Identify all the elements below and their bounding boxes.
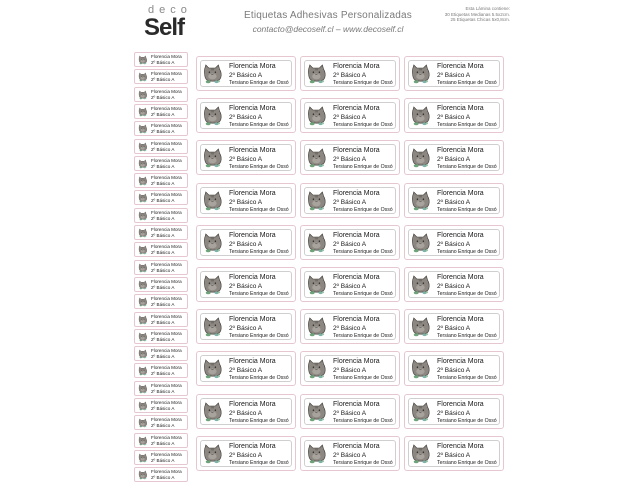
large-label: [196, 394, 296, 429]
cat-icon: [137, 453, 149, 463]
cat-icon: [409, 400, 433, 424]
label-school: Tersiano Enrique de Ossó: [437, 248, 497, 255]
large-label: [300, 436, 400, 471]
small-label: [134, 190, 188, 205]
label-grade: 2º Básico A: [229, 240, 263, 248]
large-label: [196, 309, 296, 344]
label-school: Tersiano Enrique de Ossó: [437, 122, 497, 129]
label-grade: 2º Básico A: [437, 72, 471, 79]
label-name: Florencia Mora: [151, 434, 182, 440]
sheet-contents-note: [432, 6, 510, 23]
small-label: [134, 87, 188, 102]
label-grade: 2º Básico A: [229, 72, 263, 79]
label-school: Tersiano Enrique de Ossó: [437, 206, 497, 213]
label-grade: 2º Básico A: [437, 114, 471, 122]
small-label: [134, 467, 188, 482]
label-grade: 2º Básico A: [151, 146, 175, 152]
label-grade: 2º Básico A: [151, 475, 175, 481]
cat-icon: [137, 142, 149, 152]
cat-icon: [201, 146, 225, 170]
large-label: [300, 140, 400, 175]
label-name: Florencia Mora: [229, 358, 276, 366]
label-name: Florencia Mora: [151, 348, 182, 354]
label-name: Florencia Mora: [151, 400, 182, 405]
label-school: Tersiano Enrique de Ossó: [229, 417, 289, 424]
logo-self-text: Self: [144, 14, 185, 41]
label-grade: 2º Básico A: [229, 451, 263, 459]
label-name: Florencia Mora: [151, 88, 182, 94]
label-name: Florencia Mora: [437, 63, 484, 70]
contact-line: contacto@decoself.cl – www.decoself.cl: [252, 24, 404, 34]
cat-icon: [201, 442, 225, 466]
label-grade: 2º Básico A: [151, 60, 175, 65]
label-school: Tersiano Enrique de Ossó: [333, 333, 393, 340]
small-label: [134, 139, 188, 154]
large-label: [404, 309, 504, 344]
label-name: Florencia Mora: [229, 189, 276, 197]
label-school: Tersiano Enrique de Ossó: [333, 375, 393, 382]
label-grade: 2º Básico A: [437, 156, 471, 164]
cat-icon: [137, 332, 149, 342]
label-grade: 2º Básico A: [151, 181, 175, 187]
label-school: Tersiano Enrique de Ossó: [229, 248, 289, 255]
label-school: Tersiano Enrique de Ossó: [229, 122, 289, 129]
label-name: Florencia Mora: [151, 157, 182, 163]
label-school: Tersiano Enrique de Ossó: [229, 206, 289, 213]
small-label: [134, 363, 188, 378]
label-name: Florencia Mora: [151, 209, 182, 215]
label-name: Florencia Mora: [333, 231, 380, 239]
cat-icon: [305, 273, 329, 297]
label-name: Florencia Mora: [333, 105, 380, 113]
cat-icon: [137, 211, 149, 221]
page-title: Etiquetas Adhesivas Personalizadas: [243, 10, 412, 21]
label-school: Tersiano Enrique de Ossó: [437, 291, 497, 297]
label-grade: 2º Básico A: [151, 406, 175, 411]
label-name: Florencia Mora: [151, 54, 182, 59]
label-school: Tersiano Enrique de Ossó: [229, 291, 289, 297]
label-grade: 2º Básico A: [437, 240, 471, 248]
large-label: [404, 436, 504, 471]
label-name: Florencia Mora: [437, 189, 484, 197]
large-label: [300, 267, 400, 302]
label-school: Tersiano Enrique de Ossó: [229, 80, 289, 86]
label-school: Tersiano Enrique de Ossó: [229, 333, 289, 340]
label-school: Tersiano Enrique de Ossó: [437, 333, 497, 340]
cat-icon: [409, 189, 433, 213]
label-grade: 2º Básico A: [333, 409, 367, 417]
note-line-3: 25 Etiquetas Chicas 5x0,8cm.: [450, 17, 510, 22]
label-grade: 2º Básico A: [437, 367, 471, 375]
label-grade: 2º Básico A: [151, 163, 175, 169]
label-grade: 2º Básico A: [151, 250, 175, 256]
large-label: [404, 183, 504, 218]
label-school: Tersiano Enrique de Ossó: [437, 164, 497, 171]
large-label: [404, 98, 504, 133]
cat-icon: [201, 231, 225, 255]
label-name: Florencia Mora: [151, 451, 182, 457]
label-grade: 2º Básico A: [437, 325, 471, 333]
label-grade: 2º Básico A: [151, 284, 175, 290]
label-name: Florencia Mora: [151, 244, 182, 250]
cat-icon: [137, 124, 149, 134]
label-name: Florencia Mora: [437, 147, 484, 155]
cat-icon: [137, 193, 149, 203]
cat-icon: [201, 357, 225, 381]
label-grade: 2º Básico A: [333, 451, 367, 459]
large-label: [300, 309, 400, 344]
cat-icon: [137, 72, 149, 82]
label-grade: 2º Básico A: [437, 451, 471, 459]
cat-icon: [305, 231, 329, 255]
label-grade: 2º Básico A: [229, 325, 263, 333]
label-name: Florencia Mora: [437, 442, 484, 450]
label-grade: 2º Básico A: [151, 94, 175, 100]
cat-icon: [305, 442, 329, 466]
label-grade: 2º Básico A: [437, 283, 471, 290]
label-name: Florencia Mora: [437, 231, 484, 239]
label-grade: 2º Básico A: [229, 156, 263, 164]
label-grade: 2º Básico A: [151, 457, 175, 463]
logo-deco-text: deco: [148, 4, 192, 16]
label-grade: 2º Básico A: [151, 215, 175, 221]
label-name: Florencia Mora: [437, 316, 484, 324]
label-grade: 2º Básico A: [333, 72, 367, 79]
cat-icon: [137, 228, 149, 238]
label-name: Florencia Mora: [151, 261, 182, 267]
label-name: Florencia Mora: [229, 442, 276, 450]
label-grade: 2º Básico A: [151, 129, 175, 135]
label-grade: 2º Básico A: [151, 354, 175, 360]
small-label: [134, 381, 188, 396]
large-label: [196, 225, 296, 260]
label-name: Florencia Mora: [437, 105, 484, 113]
large-label: [300, 351, 400, 386]
cat-icon: [305, 315, 329, 339]
label-name: Florencia Mora: [333, 63, 380, 70]
label-grade: 2º Básico A: [333, 283, 367, 290]
cat-icon: [137, 263, 149, 273]
small-label: [134, 52, 188, 67]
label-name: Florencia Mora: [151, 313, 182, 319]
label-grade: 2º Básico A: [229, 367, 263, 375]
label-name: Florencia Mora: [151, 123, 182, 129]
cat-icon: [305, 62, 329, 86]
large-label: [196, 183, 296, 218]
label-grade: 2º Básico A: [229, 198, 263, 206]
label-name: Florencia Mora: [151, 365, 182, 371]
cat-icon: [409, 442, 433, 466]
label-school: Tersiano Enrique de Ossó: [229, 459, 289, 466]
cat-icon: [201, 62, 225, 86]
cat-icon: [305, 146, 329, 170]
cat-icon: [201, 273, 225, 297]
small-label: [134, 277, 188, 292]
label-grade: 2º Básico A: [229, 409, 263, 417]
cat-icon: [137, 245, 149, 255]
large-label: [196, 436, 296, 471]
large-label: [196, 140, 296, 175]
label-name: Florencia Mora: [229, 147, 276, 155]
small-label: [134, 415, 188, 430]
label-grade: 2º Básico A: [333, 198, 367, 206]
small-label: [134, 312, 188, 327]
label-name: Florencia Mora: [333, 189, 380, 197]
small-label: [134, 225, 188, 240]
large-label: [404, 267, 504, 302]
label-name: Florencia Mora: [151, 296, 182, 302]
label-name: Florencia Mora: [151, 175, 182, 181]
label-name: Florencia Mora: [151, 382, 182, 388]
cat-icon: [137, 176, 149, 186]
label-name: Florencia Mora: [229, 63, 276, 70]
label-name: Florencia Mora: [333, 147, 380, 155]
label-name: Florencia Mora: [229, 105, 276, 113]
cat-icon: [137, 436, 149, 446]
cat-icon: [305, 104, 329, 128]
label-school: Tersiano Enrique de Ossó: [333, 206, 393, 213]
cat-icon: [201, 400, 225, 424]
cat-icon: [137, 401, 149, 411]
label-name: Florencia Mora: [151, 469, 182, 475]
small-label: [134, 121, 188, 136]
cat-icon: [409, 273, 433, 297]
large-label: [300, 98, 400, 133]
label-grade: 2º Básico A: [151, 440, 175, 446]
small-label: [134, 173, 188, 188]
large-label: [404, 56, 504, 91]
label-school: Tersiano Enrique de Ossó: [437, 459, 497, 466]
cat-icon: [201, 189, 225, 213]
large-label: [196, 351, 296, 386]
cat-icon: [409, 315, 433, 339]
large-label: [300, 183, 400, 218]
label-school: Tersiano Enrique de Ossó: [333, 80, 393, 86]
label-school: Tersiano Enrique de Ossó: [333, 122, 393, 129]
label-grade: 2º Básico A: [151, 111, 175, 117]
label-name: Florencia Mora: [229, 316, 276, 324]
label-name: Florencia Mora: [437, 400, 484, 408]
cat-icon: [137, 107, 149, 117]
label-name: Florencia Mora: [333, 316, 380, 324]
small-label: [134, 156, 188, 171]
label-school: Tersiano Enrique de Ossó: [229, 164, 289, 171]
small-label: [134, 208, 188, 223]
label-name: Florencia Mora: [151, 105, 182, 111]
decoself-logo: [142, 4, 192, 44]
cat-icon: [305, 189, 329, 213]
label-grade: 2º Básico A: [151, 198, 175, 204]
cat-icon: [137, 470, 149, 480]
cat-icon: [409, 357, 433, 381]
large-label: [196, 267, 296, 302]
large-label: [404, 140, 504, 175]
cat-icon: [305, 400, 329, 424]
large-label: [300, 225, 400, 260]
label-name: Florencia Mora: [151, 192, 182, 198]
small-label: [134, 433, 188, 448]
label-grade: 2º Básico A: [151, 423, 175, 429]
label-name: Florencia Mora: [151, 330, 182, 336]
small-label: [134, 69, 188, 84]
large-label: [196, 56, 296, 91]
large-label: [300, 394, 400, 429]
label-grade: 2º Básico A: [333, 367, 367, 375]
small-label: [134, 260, 188, 275]
label-name: Florencia Mora: [437, 358, 484, 366]
label-name: Florencia Mora: [151, 71, 182, 77]
label-grade: 2º Básico A: [333, 240, 367, 248]
label-school: Tersiano Enrique de Ossó: [333, 291, 393, 297]
large-label: [404, 225, 504, 260]
label-grade: 2º Básico A: [333, 325, 367, 333]
note-line-1: Esta Lámina contiene:: [465, 6, 510, 11]
small-label: [134, 242, 188, 257]
label-name: Florencia Mora: [229, 274, 276, 281]
cat-icon: [137, 366, 149, 376]
small-label: [134, 346, 188, 361]
label-grade: 2º Básico A: [229, 114, 263, 122]
label-grade: 2º Básico A: [151, 77, 175, 83]
cat-icon: [137, 90, 149, 100]
label-name: Florencia Mora: [437, 274, 484, 281]
label-school: Tersiano Enrique de Ossó: [333, 164, 393, 171]
large-label: [300, 56, 400, 91]
label-name: Florencia Mora: [333, 274, 380, 281]
label-name: Florencia Mora: [151, 417, 182, 423]
cat-icon: [137, 55, 149, 65]
cat-icon: [137, 418, 149, 428]
label-grade: 2º Básico A: [151, 233, 175, 238]
label-school: Tersiano Enrique de Ossó: [333, 248, 393, 255]
cat-icon: [409, 62, 433, 86]
large-label: [404, 394, 504, 429]
label-grade: 2º Básico A: [151, 302, 175, 308]
cat-icon: [137, 159, 149, 169]
small-label: [134, 450, 188, 465]
label-school: Tersiano Enrique de Ossó: [333, 459, 393, 466]
cat-icon: [137, 280, 149, 290]
large-label: [196, 98, 296, 133]
cat-icon: [201, 104, 225, 128]
cat-icon: [409, 231, 433, 255]
label-grade: 2º Básico A: [151, 371, 175, 377]
label-grade: 2º Básico A: [229, 283, 263, 290]
large-label: [404, 351, 504, 386]
small-label: [134, 104, 188, 119]
cat-icon: [137, 315, 149, 325]
label-grade: 2º Básico A: [333, 114, 367, 122]
label-name: Florencia Mora: [229, 400, 276, 408]
label-name: Florencia Mora: [333, 400, 380, 408]
label-grade: 2º Básico A: [333, 156, 367, 164]
small-label: [134, 329, 188, 344]
cat-icon: [201, 315, 225, 339]
label-grade: 2º Básico A: [437, 198, 471, 206]
cat-icon: [409, 146, 433, 170]
note-line-2: 30 Etiquetas Medianas 5.5x2cm.: [444, 11, 510, 17]
label-school: Tersiano Enrique de Ossó: [437, 417, 497, 424]
label-grade: 2º Básico A: [151, 388, 175, 394]
label-school: Tersiano Enrique de Ossó: [437, 80, 497, 86]
small-label: [134, 398, 188, 413]
label-school: Tersiano Enrique de Ossó: [229, 375, 289, 382]
label-name: Florencia Mora: [151, 140, 182, 146]
label-grade: 2º Básico A: [151, 319, 175, 325]
cat-icon: [409, 104, 433, 128]
label-school: Tersiano Enrique de Ossó: [437, 375, 497, 382]
cat-icon: [137, 349, 149, 359]
cat-icon: [137, 297, 149, 307]
small-label: [134, 294, 188, 309]
label-name: Florencia Mora: [333, 442, 380, 450]
label-name: Florencia Mora: [333, 358, 380, 366]
label-name: Florencia Mora: [151, 278, 182, 284]
label-school: Tersiano Enrique de Ossó: [333, 417, 393, 424]
label-grade: 2º Básico A: [437, 409, 471, 417]
label-grade: 2º Básico A: [151, 267, 175, 273]
label-grade: 2º Básico A: [151, 336, 175, 342]
label-name: Florencia Mora: [151, 227, 182, 232]
label-name: Florencia Mora: [229, 231, 276, 239]
cat-icon: [305, 357, 329, 381]
cat-icon: [137, 384, 149, 394]
